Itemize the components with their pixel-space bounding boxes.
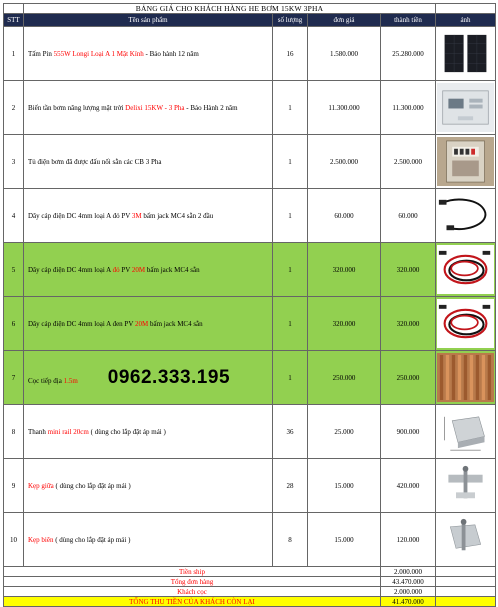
row-product-image [436, 27, 496, 81]
mid-clamp-image [437, 461, 494, 510]
row-line-total: 60.000 [381, 189, 436, 243]
row-unit-price: 320.000 [308, 297, 381, 351]
summary-blank [436, 577, 496, 587]
row-stt: 7 [4, 351, 24, 405]
header-stt: STT [4, 14, 24, 27]
name-fragment: Delixi 15KW - 3 Pha [125, 103, 185, 112]
row-quantity: 1 [273, 297, 308, 351]
row-product-name [24, 189, 273, 243]
row-stt: 5 [4, 243, 24, 297]
header-qty: số lượng [273, 14, 308, 27]
ground-rod-image [437, 353, 494, 402]
row-quantity: 1 [273, 81, 308, 135]
summary-blank [436, 587, 496, 597]
row-product-name [24, 459, 273, 513]
row-product-image [436, 189, 496, 243]
table-row [4, 27, 496, 81]
row-product-image [436, 405, 496, 459]
row-quantity: 1 [273, 135, 308, 189]
table-row [4, 405, 496, 459]
row-line-total: 2.500.000 [381, 135, 436, 189]
row-quantity: 16 [273, 27, 308, 81]
row-line-total: 11.300.000 [381, 81, 436, 135]
hotline-phone: 0962.333.195 [107, 366, 231, 388]
name-fragment: bấm jack MC4 sẵn 2 đầu [141, 211, 214, 220]
name-fragment: Dây cáp điện DC 4mm loại A đỏ PV [28, 211, 132, 220]
table-row [4, 135, 496, 189]
name-fragment: bấm jack MC4 sẵn [145, 265, 200, 274]
name-fragment: 555W Longi Loại A 1 Mặt Kính [53, 49, 144, 58]
table-row [4, 459, 496, 513]
summary-row [4, 587, 496, 597]
name-fragment: đỏ [112, 265, 120, 274]
name-fragment: Dây cáp điện DC 4mm loại A đen PV [28, 319, 135, 328]
name-fragment: mini rail 20cm [47, 427, 89, 436]
row-stt: 6 [4, 297, 24, 351]
row-unit-price: 25.000 [308, 405, 381, 459]
row-line-total: 250.000 [381, 351, 436, 405]
row-product-name [24, 351, 273, 405]
name-fragment: Dây cáp điện DC 4mm loại A [28, 265, 113, 274]
row-stt: 9 [4, 459, 24, 513]
summary-label: TỔNG THU TIỀN CỦA KHÁCH CÒN LẠI [4, 597, 381, 607]
header-total: thành tiền [381, 14, 436, 27]
row-product-name [24, 405, 273, 459]
name-fragment: 20M [131, 265, 146, 274]
row-quantity: 28 [273, 459, 308, 513]
row-unit-price: 1.580.000 [308, 27, 381, 81]
row-unit-price: 15.000 [308, 459, 381, 513]
name-fragment: Kẹp biên [28, 535, 54, 544]
row-stt: 4 [4, 189, 24, 243]
name-fragment: bấm jack MC4 sẵn [148, 319, 203, 328]
title-left-blank [4, 4, 24, 14]
summary-label: Khách cọc [4, 587, 381, 597]
row-product-name [24, 135, 273, 189]
name-fragment: - Bảo hành 12 năm [143, 49, 199, 58]
name-fragment: Cọc tiếp địa [28, 376, 64, 385]
summary-row [4, 577, 496, 587]
row-stt: 10 [4, 513, 24, 567]
row-product-name [24, 27, 273, 81]
row-quantity: 1 [273, 189, 308, 243]
row-line-total: 420.000 [381, 459, 436, 513]
name-fragment: Kẹp giữa [28, 481, 54, 490]
mini-rail-image [437, 407, 494, 456]
header-row [4, 14, 496, 27]
name-fragment: Tấm Pin [28, 49, 54, 58]
table-row [4, 513, 496, 567]
row-unit-price: 15.000 [308, 513, 381, 567]
name-fragment: PV [119, 265, 132, 274]
row-stt: 2 [4, 81, 24, 135]
row-unit-price: 11.300.000 [308, 81, 381, 135]
row-product-image [436, 243, 496, 297]
row-line-total: 320.000 [381, 297, 436, 351]
summary-label: Tổng đơn hàng [4, 577, 381, 587]
header-image: ảnh [436, 14, 496, 27]
quote-table [3, 3, 496, 607]
name-fragment: Biến tần bơm năng lượng mặt trời [28, 103, 126, 112]
name-fragment: Tủ điện bơm đã được đấu nối sẵn các CB 3 Pha [28, 157, 162, 166]
title-row [4, 4, 496, 14]
end-clamp-image [437, 515, 494, 564]
name-fragment: 1.5m [63, 376, 78, 385]
inverter-image [437, 83, 494, 132]
row-product-name [24, 243, 273, 297]
red-black-cable-image [437, 245, 494, 294]
row-unit-price: 320.000 [308, 243, 381, 297]
row-quantity: 36 [273, 405, 308, 459]
table-row [4, 297, 496, 351]
name-fragment: 3M [131, 211, 142, 220]
row-product-image [436, 81, 496, 135]
row-line-total: 25.280.000 [381, 27, 436, 81]
row-line-total: 120.000 [381, 513, 436, 567]
row-stt: 3 [4, 135, 24, 189]
row-line-total: 900.000 [381, 405, 436, 459]
table-row [4, 351, 496, 405]
row-product-name [24, 81, 273, 135]
table-row [4, 243, 496, 297]
row-unit-price: 250.000 [308, 351, 381, 405]
name-fragment: - Bảo Hành 2 năm [184, 103, 238, 112]
row-quantity: 1 [273, 351, 308, 405]
summary-label: Tiền ship [4, 567, 381, 577]
red-black-cable-image [437, 299, 494, 348]
summary-row [4, 567, 496, 577]
name-fragment: ( dùng cho lắp đặt áp mái ) [88, 427, 166, 436]
row-unit-price: 60.000 [308, 189, 381, 243]
summary-value: 41.470.000 [381, 597, 436, 607]
row-product-image [436, 513, 496, 567]
row-product-image [436, 459, 496, 513]
row-product-image [436, 297, 496, 351]
summary-value: 43.470.000 [381, 577, 436, 587]
summary-value: 2.000.000 [381, 587, 436, 597]
row-product-image [436, 135, 496, 189]
summary-blank [436, 597, 496, 607]
name-fragment: ( dùng cho lắp đặt áp mái ) [53, 535, 131, 544]
header-name: Tên sản phẩm [24, 14, 273, 27]
row-quantity: 1 [273, 243, 308, 297]
row-unit-price: 2.500.000 [308, 135, 381, 189]
table-row [4, 189, 496, 243]
row-stt: 1 [4, 27, 24, 81]
row-product-name [24, 513, 273, 567]
summary-row [4, 597, 496, 607]
header-unit-price: đơn giá [308, 14, 381, 27]
name-fragment: 20M [135, 319, 149, 328]
solar-panel-image [437, 29, 494, 78]
dc-cable-image [437, 191, 494, 240]
row-line-total: 320.000 [381, 243, 436, 297]
name-fragment: ( dùng cho lắp đặt áp mái ) [53, 481, 131, 490]
row-quantity: 8 [273, 513, 308, 567]
sheet-title: BẢNG GIÁ CHO KHÁCH HÀNG HE BƠM 15KW 3PHA [24, 4, 436, 14]
summary-value: 2.000.000 [381, 567, 436, 577]
table-row [4, 81, 496, 135]
summary-blank [436, 567, 496, 577]
row-product-name [24, 297, 273, 351]
name-fragment: Thanh [28, 427, 48, 436]
electrical-cabinet-image [437, 137, 494, 186]
row-stt: 8 [4, 405, 24, 459]
row-product-image [436, 351, 496, 405]
title-right-blank [436, 4, 496, 14]
